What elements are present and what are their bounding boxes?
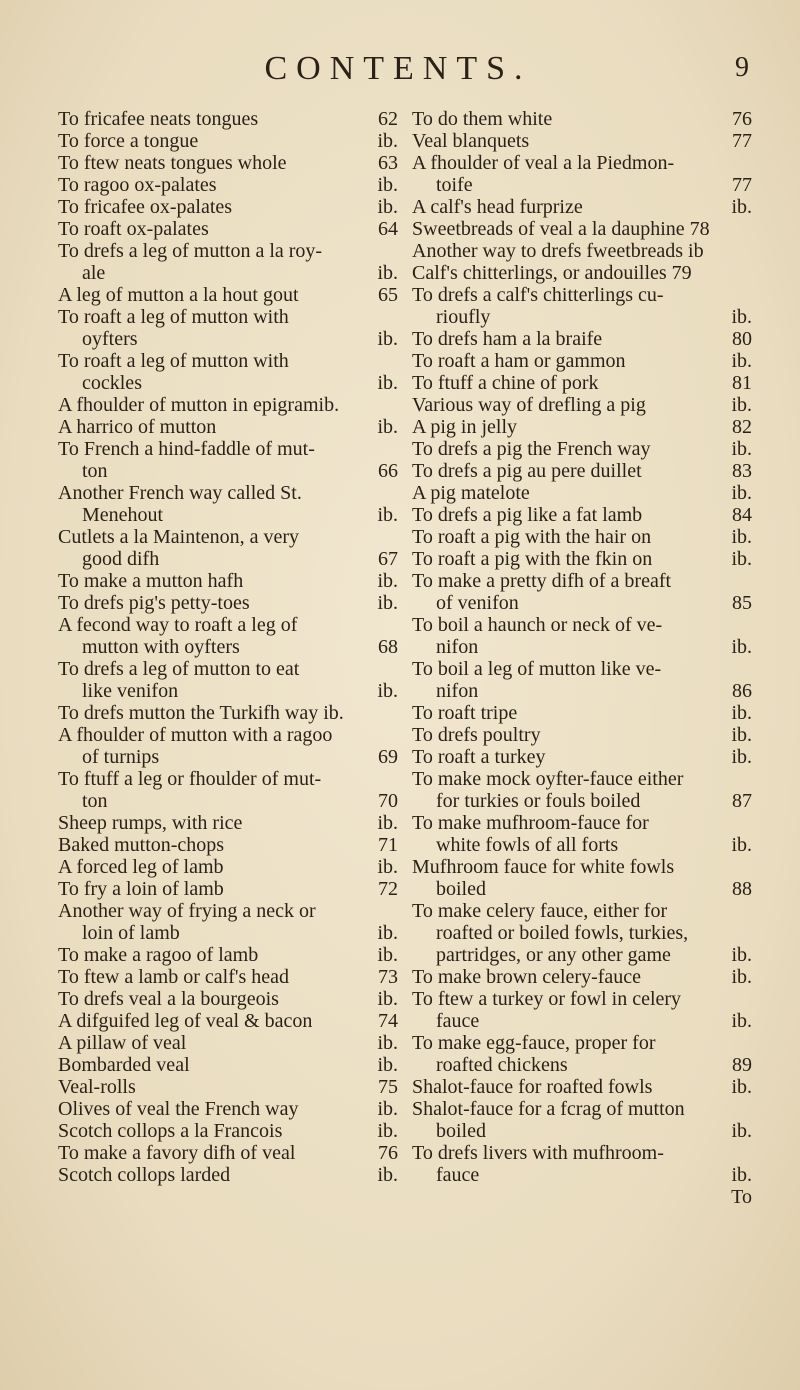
contents-entry: [58, 306, 398, 328]
entry-title: To make celery fauce, either for: [412, 900, 668, 922]
contents-entry: [412, 284, 752, 306]
entry-title: Scotch collops larded: [58, 1164, 231, 1186]
entry-title: To drefs livers with mufhroom-: [412, 1142, 664, 1164]
contents-entry: [412, 1076, 752, 1098]
contents-entry: [58, 1032, 398, 1054]
entry-title: Another French way called St.: [58, 482, 302, 504]
entry-title: A pig in jelly: [412, 416, 517, 438]
entry-title: of venifon: [436, 592, 519, 614]
entry-page-ref: ib.: [731, 702, 752, 724]
entry-title: To drefs ham a la braife: [412, 328, 603, 350]
entry-title: To make a ragoo of lamb: [58, 944, 259, 966]
contents-entry: [58, 834, 398, 856]
entry-title: toife: [436, 174, 473, 196]
entry-title: Sweetbreads of veal a la dauphine 78: [412, 218, 710, 240]
contents-entry: [58, 218, 398, 240]
entry-page-ref: ib.: [377, 196, 398, 218]
entry-page-ref: ib.: [377, 416, 398, 438]
entry-title: To drefs poultry: [412, 724, 541, 746]
contents-entry: [412, 1032, 752, 1054]
entry-page-ref: ib.: [377, 328, 398, 350]
page-title: CONTENTS.: [264, 50, 532, 87]
entry-title: ton: [82, 790, 108, 812]
contents-entry: [412, 548, 752, 570]
entry-title: Shalot-fauce for roafted fowls: [412, 1076, 653, 1098]
entry-page-ref: ib.: [731, 834, 752, 856]
entry-page-ref: 72: [378, 878, 398, 900]
entry-title: Scotch collops a la Francois: [58, 1120, 283, 1142]
entry-title: nifon: [436, 680, 479, 702]
entry-page-ref: 62: [378, 108, 398, 130]
contents-entry: [412, 658, 752, 680]
entry-title: Cutlets a la Maintenon, a very: [58, 526, 300, 548]
contents-entry: [58, 482, 398, 504]
contents-entry: [58, 1010, 398, 1032]
entry-title: To ftew a turkey or fowl in celery: [412, 988, 682, 1010]
entry-page-ref: 73: [378, 966, 398, 988]
contents-entry: [58, 614, 398, 636]
contents-entry: [58, 724, 398, 746]
entry-page-ref: ib.: [377, 1098, 398, 1120]
entry-title: Olives of veal the French way: [58, 1098, 299, 1120]
contents-entry: [58, 812, 398, 834]
entry-page-ref: 75: [378, 1076, 398, 1098]
entry-title: Another way to drefs fweetbreads ib: [412, 240, 704, 262]
entry-page-ref: ib.: [377, 130, 398, 152]
contents-entry: [412, 768, 752, 790]
entry-title: To make a mutton hafh: [58, 570, 244, 592]
entry-page-ref: 82: [732, 416, 752, 438]
contents-entry: [58, 1142, 398, 1164]
entry-page-ref: 76: [732, 108, 752, 130]
contents-entry: [412, 856, 752, 878]
contents-entry: [58, 438, 398, 460]
entry-title: Calf's chitterlings, or andouilles 79: [412, 262, 692, 284]
entry-page-ref: 74: [378, 1010, 398, 1032]
contents-entry: [58, 460, 398, 482]
entry-page-ref: ib.: [377, 812, 398, 834]
contents-entry: [412, 262, 752, 284]
entry-title: A calf's head furprize: [412, 196, 583, 218]
contents-entry: [412, 196, 752, 218]
entry-title: A forced leg of lamb: [58, 856, 224, 878]
entry-title: of turnips: [82, 746, 160, 768]
entry-page-ref: 77: [732, 130, 752, 152]
contents-entry: [412, 460, 752, 482]
entry-title: To roaft ox-palates: [58, 218, 209, 240]
entry-title: To roaft a ham or gammon: [412, 350, 626, 372]
entry-page-ref: 89: [732, 1054, 752, 1076]
contents-entry: [412, 702, 752, 724]
entry-title: To do them white: [412, 108, 553, 130]
contents-entry: [58, 636, 398, 658]
entry-page-ref: ib.: [377, 856, 398, 878]
entry-title: A fhoulder of mutton in epigramib.: [58, 394, 340, 416]
contents-entry: [58, 966, 398, 988]
contents-entry: [58, 988, 398, 1010]
contents-entry: [412, 746, 752, 768]
contents-entry: [58, 372, 398, 394]
entry-title: To make mock oyfter-fauce either: [412, 768, 684, 790]
contents-entry: [412, 1054, 752, 1076]
entry-title: To force a tongue: [58, 130, 199, 152]
entry-page-ref: 70: [378, 790, 398, 812]
entry-page-ref: ib.: [377, 504, 398, 526]
entry-page-ref: 86: [732, 680, 752, 702]
entry-title: ale: [82, 262, 106, 284]
contents-entry: [58, 790, 398, 812]
contents-entry: [412, 1142, 752, 1164]
entry-title: mutton with oyfters: [82, 636, 240, 658]
entry-page-ref: ib.: [731, 966, 752, 988]
entry-title: A fecond way to roaft a leg of: [58, 614, 298, 636]
entry-title: To drefs a calf's chitterlings cu-: [412, 284, 664, 306]
entry-page-ref: 63: [378, 152, 398, 174]
entry-title: Another way of frying a neck or: [58, 900, 316, 922]
entry-title: To roaft a leg of mutton with: [58, 306, 289, 328]
contents-entry: [58, 856, 398, 878]
contents-entry: [412, 438, 752, 460]
entry-title: oyfters: [82, 328, 138, 350]
entry-page-ref: 81: [732, 372, 752, 394]
entry-page-ref: 67: [378, 548, 398, 570]
entry-page-ref: ib.: [377, 592, 398, 614]
entry-page-ref: 87: [732, 790, 752, 812]
contents-entry: [58, 108, 398, 130]
entry-title: To roaft a pig with the fkin on: [412, 548, 653, 570]
entry-title: white fowls of all forts: [436, 834, 619, 856]
entry-title: Sheep rumps, with rice: [58, 812, 243, 834]
contents-entry: [412, 636, 752, 658]
entry-title: To roaft a turkey: [412, 746, 546, 768]
entry-title: To ragoo ox-palates: [58, 174, 217, 196]
contents-entry: [412, 130, 752, 152]
contents-entry: [58, 416, 398, 438]
contents-entry: [58, 284, 398, 306]
contents-entry: [412, 240, 752, 262]
entry-page-ref: 66: [378, 460, 398, 482]
entry-title: Shalot-fauce for a fcrag of mutton: [412, 1098, 685, 1120]
contents-entry: [58, 1098, 398, 1120]
entry-title: A pillaw of veal: [58, 1032, 187, 1054]
contents-entry: [412, 1120, 752, 1142]
entry-title: A fhoulder of veal a la Piedmon-: [412, 152, 675, 174]
entry-page-ref: ib.: [377, 1164, 398, 1186]
entry-title: cockles: [82, 372, 142, 394]
contents-entry: [412, 152, 752, 174]
entry-title: Mufhroom fauce for white fowls: [412, 856, 675, 878]
contents-entry: [412, 350, 752, 372]
entry-title: A harrico of mutton: [58, 416, 217, 438]
entry-page-ref: ib.: [377, 174, 398, 196]
contents-entry: [58, 658, 398, 680]
contents-entry: [412, 812, 752, 834]
entry-page-ref: ib.: [731, 1164, 752, 1186]
entry-title: To fricafee neats tongues: [58, 108, 259, 130]
entry-page-ref: ib.: [731, 1010, 752, 1032]
entry-page-ref: 76: [378, 1142, 398, 1164]
entry-title: roafted or boiled fowls, turkies,: [436, 922, 689, 944]
contents-entry: [58, 328, 398, 350]
entry-page-ref: 84: [732, 504, 752, 526]
contents-entry: [412, 306, 752, 328]
entry-title: Veal blanquets: [412, 130, 530, 152]
contents-entry: [58, 878, 398, 900]
entry-page-ref: ib.: [377, 1054, 398, 1076]
entry-title: Veal-rolls: [58, 1076, 136, 1098]
contents-column-right: [412, 108, 752, 1208]
entry-title: Various way of drefling a pig: [412, 394, 646, 416]
contents-entry: [58, 944, 398, 966]
entry-title: To fricafee ox-palates: [58, 196, 233, 218]
page-number: 9: [735, 52, 749, 83]
contents-entry: [412, 394, 752, 416]
entry-title: To drefs a pig au pere duillet: [412, 460, 642, 482]
contents-entry: [412, 416, 752, 438]
entry-title: Baked mutton-chops: [58, 834, 225, 856]
entry-title: To make egg-fauce, proper for: [412, 1032, 656, 1054]
contents-entry: [58, 548, 398, 570]
contents-entry: [412, 1010, 752, 1032]
contents-entry: [58, 196, 398, 218]
contents-entry: [58, 240, 398, 262]
entry-title: To boil a leg of mutton like ve-: [412, 658, 662, 680]
contents-entry: [412, 328, 752, 350]
contents-entry: [412, 108, 752, 130]
entry-page-ref: 65: [378, 284, 398, 306]
contents-entry: [412, 504, 752, 526]
contents-entry: [58, 130, 398, 152]
entry-title: partridges, or any other game: [436, 944, 671, 966]
contents-entry: [412, 680, 752, 702]
contents-entry: [412, 1186, 752, 1208]
entry-title: To make a favory difh of veal: [58, 1142, 296, 1164]
entry-title: good difh: [82, 548, 160, 570]
entry-page-ref: ib.: [731, 944, 752, 966]
entry-page-ref: ib.: [731, 746, 752, 768]
entry-page-ref: 64: [378, 218, 398, 240]
contents-entry: [412, 966, 752, 988]
entry-page-ref: 80: [732, 328, 752, 350]
entry-title: To fry a loin of lamb: [58, 878, 224, 900]
contents-entry: [58, 922, 398, 944]
entry-title: To ftew neats tongues whole: [58, 152, 287, 174]
contents-entry: [58, 1076, 398, 1098]
entry-page-ref: ib.: [731, 636, 752, 658]
entry-page-ref: ib.: [731, 350, 752, 372]
entry-title: A leg of mutton a la hout gout: [58, 284, 299, 306]
contents-column-left: [58, 108, 398, 1186]
contents-entry: [412, 878, 752, 900]
entry-page-ref: ib.: [377, 680, 398, 702]
entry-title: nifon: [436, 636, 479, 658]
entry-page-ref: ib.: [731, 394, 752, 416]
contents-entry: [412, 592, 752, 614]
entry-page-ref: ib.: [377, 1032, 398, 1054]
entry-page-ref: ib.: [731, 196, 752, 218]
contents-entry: [412, 174, 752, 196]
entry-page-ref: ib.: [377, 570, 398, 592]
entry-title: fauce: [436, 1164, 480, 1186]
entry-title: To French a hind-faddle of mut-: [58, 438, 315, 460]
entry-title: A difguifed leg of veal & bacon: [58, 1010, 313, 1032]
contents-entry: [58, 394, 398, 416]
entry-title: To drefs a pig like a fat lamb: [412, 504, 643, 526]
entry-title: for turkies or fouls boiled: [436, 790, 641, 812]
contents-entry: [58, 504, 398, 526]
contents-entry: [58, 262, 398, 284]
contents-entry: [58, 900, 398, 922]
contents-entry: [58, 746, 398, 768]
entry-page-ref: ib.: [731, 548, 752, 570]
entry-title: rioufly: [436, 306, 491, 328]
entry-title: To drefs veal a la bourgeois: [58, 988, 279, 1010]
entry-page-ref: 88: [732, 878, 752, 900]
contents-entry: [58, 174, 398, 196]
contents-entry: [58, 702, 398, 724]
entry-page-ref: ib.: [377, 262, 398, 284]
contents-entry: [58, 570, 398, 592]
contents-entry: [412, 482, 752, 504]
entry-page-ref: ib.: [377, 1120, 398, 1142]
entry-title: To drefs a leg of mutton a la roy-: [58, 240, 323, 262]
entry-title: To boil a haunch or neck of ve-: [412, 614, 663, 636]
contents-entry: [412, 1164, 752, 1186]
entry-page-ref: ib.: [731, 526, 752, 548]
contents-entry: [412, 900, 752, 922]
entry-page-ref: ib.: [731, 1120, 752, 1142]
contents-entry: [58, 152, 398, 174]
entry-page-ref: ib.: [731, 1076, 752, 1098]
entry-title: To make mufhroom-fauce for: [412, 812, 649, 834]
entry-page-ref: To: [731, 1186, 752, 1208]
contents-entry: [412, 218, 752, 240]
contents-entry: [412, 526, 752, 548]
entry-page-ref: ib.: [377, 372, 398, 394]
entry-title: To roaft tripe: [412, 702, 518, 724]
contents-entry: [412, 724, 752, 746]
contents-entry: [58, 768, 398, 790]
contents-entry: [412, 922, 752, 944]
entry-page-ref: 68: [378, 636, 398, 658]
contents-entry: [58, 1054, 398, 1076]
entry-title: boiled: [436, 878, 486, 900]
contents-entry: [58, 1164, 398, 1186]
entry-page-ref: ib.: [731, 306, 752, 328]
entry-page-ref: ib.: [377, 922, 398, 944]
entry-title: boiled: [436, 1120, 486, 1142]
entry-title: fauce: [436, 1010, 480, 1032]
entry-title: To roaft a leg of mutton with: [58, 350, 289, 372]
entry-title: Menehout: [82, 504, 164, 526]
entry-page-ref: 83: [732, 460, 752, 482]
entry-title: like venifon: [82, 680, 179, 702]
contents-entry: [58, 592, 398, 614]
page-header: [0, 50, 800, 90]
contents-entry: [412, 372, 752, 394]
entry-title: A fhoulder of mutton with a ragoo: [58, 724, 333, 746]
contents-entry: [412, 614, 752, 636]
entry-title: To drefs a pig the French way: [412, 438, 651, 460]
contents-entry: [412, 570, 752, 592]
entry-page-ref: ib.: [377, 988, 398, 1010]
entry-page-ref: ib.: [731, 724, 752, 746]
entry-page-ref: 71: [378, 834, 398, 856]
entry-title: To drefs mutton the Turkifh way ib.: [58, 702, 344, 724]
contents-entry: [412, 988, 752, 1010]
entry-title: To drefs pig's petty-toes: [58, 592, 250, 614]
contents-entry: [412, 834, 752, 856]
contents-entry: [58, 1120, 398, 1142]
contents-entry: [58, 526, 398, 548]
entry-title: ton: [82, 460, 108, 482]
entry-page-ref: 85: [732, 592, 752, 614]
entry-title: To roaft a pig with the hair on: [412, 526, 652, 548]
contents-entry: [58, 350, 398, 372]
contents-entry: [58, 680, 398, 702]
entry-title: loin of lamb: [82, 922, 180, 944]
contents-entry: [412, 790, 752, 812]
entry-title: To make a pretty difh of a breaft: [412, 570, 672, 592]
entry-title: A pig matelote: [412, 482, 530, 504]
entry-title: roafted chickens: [436, 1054, 568, 1076]
entry-page-ref: 77: [732, 174, 752, 196]
entry-title: To ftuff a chine of pork: [412, 372, 599, 394]
entry-page-ref: ib.: [731, 438, 752, 460]
contents-entry: [412, 1098, 752, 1120]
entry-page-ref: 69: [378, 746, 398, 768]
entry-title: To ftuff a leg or fhoulder of mut-: [58, 768, 322, 790]
entry-title: To ftew a lamb or calf's head: [58, 966, 289, 988]
entry-page-ref: ib.: [377, 944, 398, 966]
entry-title: To make brown celery-fauce: [412, 966, 642, 988]
entry-title: Bombarded veal: [58, 1054, 190, 1076]
entry-title: To drefs a leg of mutton to eat: [58, 658, 300, 680]
contents-entry: [412, 944, 752, 966]
entry-page-ref: ib.: [731, 482, 752, 504]
